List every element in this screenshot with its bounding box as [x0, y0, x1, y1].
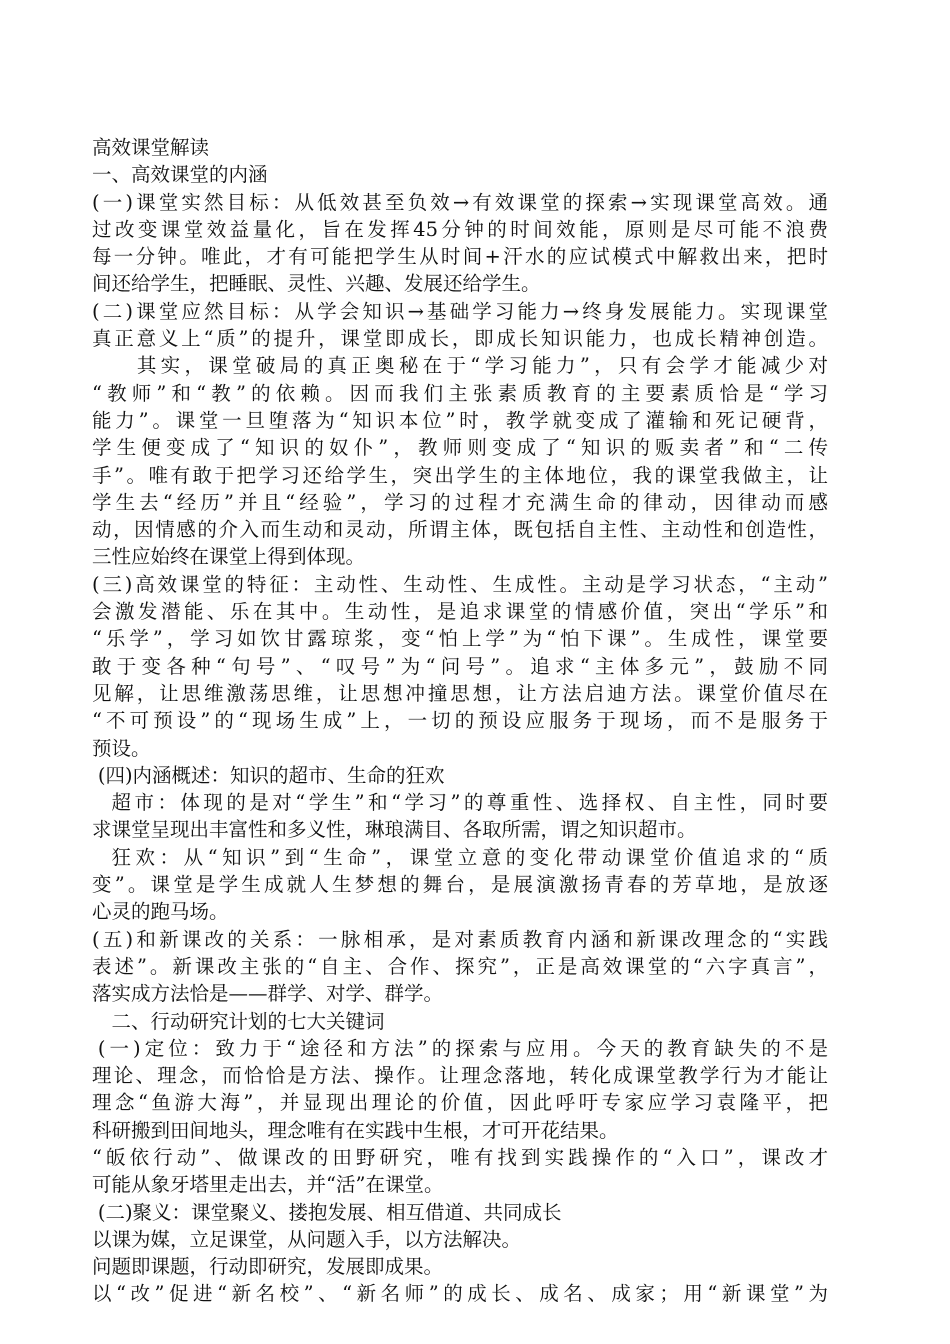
- text-line: 科研搬到田间地头，理念唯有在实践中生根，才可开花结果。: [92, 1118, 619, 1142]
- text-line: (二)课堂应然目标：从学会知识→基础学习能力→终身发展能力。实现课堂: [92, 299, 828, 323]
- text-line: 高效课堂解读: [92, 136, 210, 159]
- text-line: (五)和新课改的关系：一脉相承，是对素质教育内涵和新课改理念的“实践: [92, 927, 828, 951]
- text-line: 可能从象牙塔里走出去，并“活”在课堂。: [92, 1173, 444, 1197]
- text-line: “不可预设”的“现场生成”上，一切的预设应服务于现场，而不是服务于: [92, 709, 828, 733]
- text-line: 狂欢：从“知识”到“生命”，课堂立意的变化带动课堂价值追求的“质: [111, 845, 828, 869]
- text-line: (二)聚义：课堂聚义、搂抱发展、相互借道、共同成长: [97, 1200, 562, 1224]
- text-line: (三)高效课堂的特征：主动性、生动性、生成性。主动是学习状态，“主动”: [92, 572, 828, 596]
- text-line: 三性应始终在课堂上得到体现。: [92, 545, 366, 569]
- text-line: 一、高效课堂的内涵: [92, 163, 268, 187]
- text-line: “皈依行动”、做课改的田野研究，唯有找到实践操作的“入口”，课改才: [92, 1145, 828, 1169]
- text-line: 心灵的跑马场。: [92, 900, 229, 924]
- text-line: “乐学”，学习如饮甘露琼浆，变“怕上学”为“怕下课”。生成性，课堂要: [92, 627, 828, 651]
- text-line: 表述”。新课改主张的“自主、合作、探究”，正是高效课堂的“六字真言”，: [92, 954, 828, 978]
- text-line: 真正意义上“质”的提升，课堂即成长，即成长知识能力，也成长精神创造。: [92, 327, 828, 351]
- text-line: 学生去“经历”并且“经验”，学习的过程才充满生命的律动，因律动而感: [92, 490, 828, 514]
- text-line: 理论、理念，而恰恰是方法、操作。让理念落地，转化成课堂教学行为才能让: [92, 1064, 828, 1088]
- text-line: 变”。课堂是学生成就人生梦想的舞台，是展演激扬青春的芳草地，是放逐: [92, 873, 828, 897]
- text-line: 以“改”促进“新名校”、“新名师”的成长、成名、成家；用“新课堂”为: [92, 1282, 828, 1306]
- text-line: 能力”。课堂一旦堕落为“知识本位”时，教学就变成了灌输和死记硬背，: [92, 408, 828, 432]
- text-line: (一)课堂实然目标：从低效甚至负效→有效课堂的探索→实现课堂高效。通: [92, 190, 828, 214]
- text-line: 学生便变成了“知识的奴仆”，教师则变成了“知识的贩卖者”和“二传: [92, 436, 828, 460]
- text-line: 落实成方法恰是——群学、对学、群学。: [92, 982, 444, 1006]
- text-line: 理念“鱼游大海”，并显现出理论的价值，因此呼吁专家应学习袁隆平，把: [92, 1091, 828, 1115]
- text-line: (一)定位：致力于“途径和方法”的探索与应用。今天的教育缺失的不是: [97, 1036, 828, 1060]
- text-line: 动，因情感的介入而生动和灵动，所谓主体，既包括自主性、主动性和创造性，: [92, 518, 828, 542]
- text-line: 见解，让思维激荡思维，让思想冲撞思想，让方法启迪方法。课堂价值尽在: [92, 681, 828, 705]
- document-body: [92, 134, 828, 1308]
- text-line: 手”。唯有敢于把学习还给学生，突出学生的主体地位，我的课堂我做主，让: [92, 463, 828, 487]
- text-line: 其实，课堂破局的真正奥秘在于“学习能力”，只有会学才能减少对: [136, 354, 828, 378]
- text-line: 会激发潜能、乐在其中。生动性，是追求课堂的情感价值，突出“学乐”和: [92, 600, 828, 624]
- text-line: (四)内涵概述：知识的超市、生命的狂欢: [97, 763, 445, 787]
- text-line: 过改变课堂效益量化，旨在发挥45分钟的时间效能，原则是尽可能不浪费: [92, 217, 828, 241]
- text-line: “教师”和“教”的依赖。因而我们主张素质教育的主要素质恰是“学习: [92, 381, 828, 405]
- text-line: 求课堂呈现出丰富性和多义性，琳琅满目、各取所需，谓之知识超市。: [92, 818, 697, 842]
- text-line: 敢于变各种“句号”、“叹号”为“问号”。追求“主体多元”，鼓励不同: [92, 654, 828, 678]
- text-line: 间还给学生，把睡眠、灵性、兴趣、发展还给学生。: [92, 272, 541, 296]
- text-line: 二、行动研究计划的七大关键词: [111, 1009, 385, 1033]
- text-line: 超市：体现的是对“学生”和“学习”的尊重性、选择权、自主性，同时要: [111, 791, 828, 815]
- text-line: 问题即课题，行动即研究，发展即成果。: [92, 1255, 444, 1279]
- text-line: 以课为媒，立足课堂，从问题入手，以方法解决。: [92, 1227, 522, 1251]
- text-line: 每一分钟。唯此，才有可能把学生从时间+汗水的应试模式中解救出来，把时: [92, 245, 828, 269]
- text-line: 预设。: [92, 736, 151, 760]
